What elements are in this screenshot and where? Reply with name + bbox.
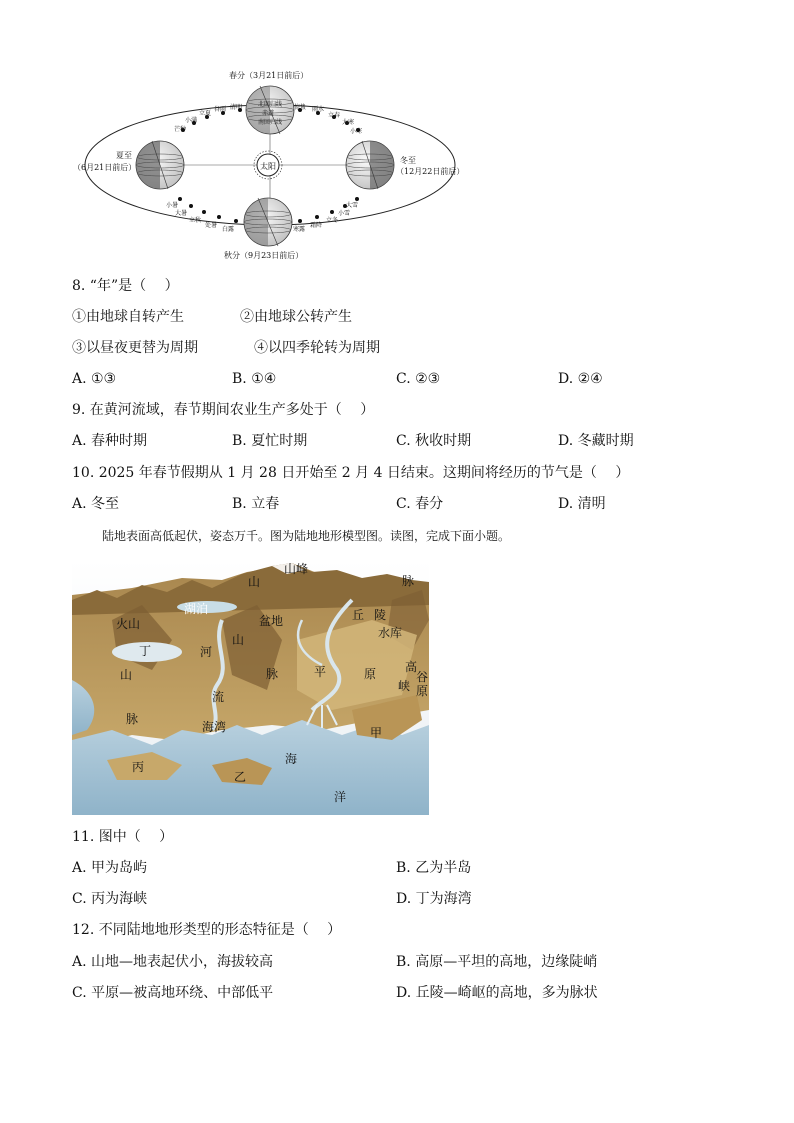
q8-option-a[interactable]: A. ①③	[72, 371, 117, 387]
q10-stem: 10. 2025 年春节假期从 1 月 28 日开始至 2 月 4 日结束。这期间将经历的节气是（ ）	[72, 465, 630, 481]
map-label-hill-ling: 陵	[374, 608, 387, 622]
q8-item-2: ②由地球公转产生	[240, 309, 352, 325]
map-label-bay: 海湾	[202, 720, 227, 734]
q9-option-d[interactable]: D. 冬藏时期	[558, 433, 634, 449]
q11-option-d[interactable]: D. 丁为海湾	[396, 891, 472, 907]
map-label-range2-mai: 脉	[266, 667, 279, 681]
summer-solstice-date: （6月21日前后）	[73, 163, 137, 172]
q10-option-b[interactable]: B. 立春	[232, 496, 280, 512]
q8-item-4: ④以四季轮转为周期	[254, 340, 380, 356]
q8-option-b[interactable]: B. ①④	[232, 371, 277, 387]
q9-stem: 9. 在黄河流域，春节期间农业生产多处于（ ）	[72, 402, 375, 418]
map-label-plateau-yuan: 原	[416, 684, 429, 698]
map-label-ding: 丁	[139, 644, 152, 658]
term-label: 大雪	[346, 202, 359, 209]
map-label-volcano: 火山	[116, 617, 141, 631]
map-label-reservoir: 水库	[378, 626, 403, 640]
term-label: 小寒	[350, 128, 363, 135]
term-label: 小雪	[338, 210, 351, 217]
q10-option-a[interactable]: A. 冬至	[72, 496, 120, 512]
q9-option-c[interactable]: C. 秋收时期	[396, 433, 472, 449]
globe-label-tropic-north: 北回归线	[258, 101, 283, 108]
globe-label-tropic-south: 南回归线	[258, 119, 283, 126]
map-label-river-liu: 流	[212, 690, 225, 704]
term-label: 大寒	[342, 119, 355, 126]
globe-label-equator: 赤道	[262, 110, 275, 117]
map-label-sea-yang: 洋	[334, 790, 347, 804]
summer-globe-icon	[136, 141, 184, 189]
map-label-peak: 山峰	[284, 562, 309, 576]
q12-option-c[interactable]: C. 平原—被高地环绕、中部低平	[72, 985, 274, 1001]
term-label: 立夏	[199, 110, 212, 117]
map-label-jia: 甲	[370, 726, 383, 740]
q10-option-c[interactable]: C. 春分	[396, 496, 444, 512]
map-label-range3-mai: 脉	[126, 712, 139, 726]
term-label: 清明	[230, 104, 243, 111]
map-label-range3-shan: 山	[120, 668, 133, 682]
map-label-hill-qiu: 丘	[352, 608, 365, 622]
map-label-lake: 湖泊	[184, 602, 209, 616]
q11-option-c[interactable]: C. 丙为海峡	[72, 891, 148, 907]
map-label-mountain-mai: 脉	[402, 574, 415, 588]
q11-stem: 11. 图中（ ）	[72, 829, 174, 845]
term-label: 立冬	[326, 217, 339, 224]
map-label-bing: 丙	[132, 760, 145, 774]
terrain-map-image	[72, 560, 429, 815]
term-label: 小暑	[166, 202, 179, 209]
winter-solstice-date: （12月22日前后）	[396, 167, 465, 176]
winter-solstice-title: 冬至	[400, 156, 416, 165]
map-label-river-he: 河	[200, 645, 213, 659]
term-label: 立秋	[189, 217, 202, 224]
map-label-yi: 乙	[234, 770, 247, 784]
q8-option-c[interactable]: C. ②③	[396, 371, 441, 387]
q12-stem: 12. 不同陆地地形类型的形态特征是（ ）	[72, 922, 342, 938]
q11-option-b[interactable]: B. 乙为半岛	[396, 860, 472, 876]
map-label-basin: 盆地	[259, 614, 284, 628]
intro-text: 陆地表面高低起伏，姿态万千。图为陆地地形模型图。读图，完成下面小题。	[102, 529, 511, 543]
term-label: 霜降	[310, 222, 323, 229]
term-label: 芒种	[174, 126, 187, 133]
spring-equinox-label: 春分（3月21日前后）	[229, 71, 309, 80]
map-label-plateau-gao: 高	[405, 660, 418, 674]
q8-item-1: ①由地球自转产生	[72, 309, 184, 325]
q8-stem: 8. “年”是（ ）	[72, 278, 179, 294]
q12-option-d[interactable]: D. 丘陵—崎岖的高地，多为脉状	[396, 985, 598, 1001]
q12-option-b[interactable]: B. 高原—平坦的高地，边缘陡峭	[396, 954, 598, 970]
term-label: 处暑	[205, 222, 218, 229]
autumn-equinox-label: 秋分（9月23日前后）	[224, 251, 304, 260]
winter-globe-icon	[346, 141, 394, 189]
term-label: 寒露	[293, 226, 306, 233]
summer-solstice-title: 夏至	[116, 151, 132, 160]
map-label-plain-yuan: 原	[364, 667, 377, 681]
q9-option-b[interactable]: B. 夏忙时期	[232, 433, 308, 449]
q8-item-3: ③以昼夜更替为周期	[72, 340, 198, 356]
q9-option-a[interactable]: A. 春种时期	[72, 433, 148, 449]
term-label: 白露	[222, 226, 235, 233]
map-label-mountain-shan: 山	[248, 575, 261, 589]
term-label: 大暑	[175, 210, 188, 217]
q12-option-a[interactable]: A. 山地—地表起伏小，海拔较高	[72, 954, 274, 970]
term-label: 惊蛰	[294, 104, 307, 111]
sun-label: 太阳	[260, 162, 276, 171]
term-label: 雨水	[312, 106, 325, 113]
map-label-plain-ping: 平	[314, 665, 327, 679]
term-label: 小满	[185, 117, 198, 124]
autumn-globe-icon	[244, 198, 292, 246]
map-label-sea-hai: 海	[285, 752, 298, 766]
map-label-range2-shan: 山	[232, 633, 245, 647]
map-label-valley: 谷	[416, 670, 429, 684]
terrain-map	[72, 560, 429, 815]
q8-option-d[interactable]: D. ②④	[558, 371, 603, 387]
q10-option-d[interactable]: D. 清明	[558, 496, 606, 512]
term-label: 谷雨	[214, 106, 227, 113]
term-label: 立春	[328, 112, 341, 119]
q11-option-a[interactable]: A. 甲为岛屿	[72, 860, 148, 876]
map-label-canyon: 峡	[398, 679, 411, 693]
